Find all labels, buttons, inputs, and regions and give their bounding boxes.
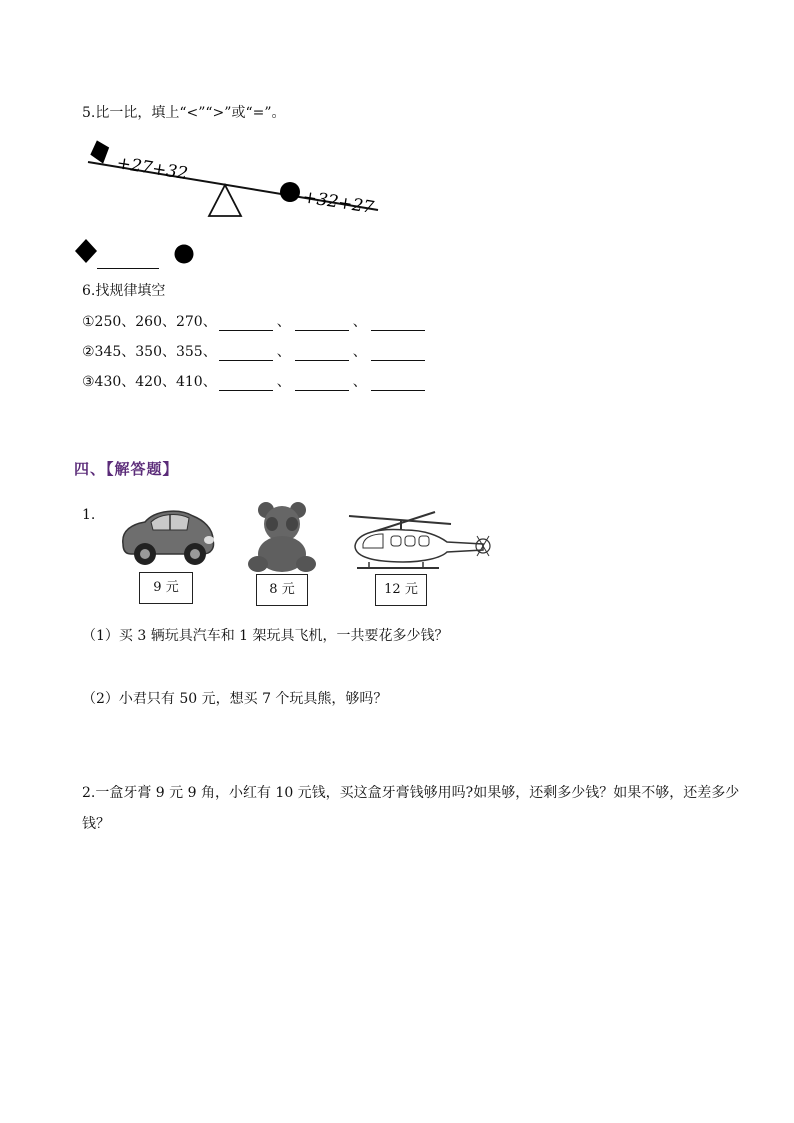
section-heading: 四、【解答题】 (74, 460, 179, 478)
separator: 、 (276, 314, 291, 330)
sequence-blank[interactable] (219, 346, 273, 361)
separator: 、 (352, 374, 367, 390)
price-tag-car (139, 572, 193, 604)
sequence-blank[interactable] (295, 316, 349, 331)
compare-answer-blank[interactable] (97, 268, 159, 269)
price-bear: 8 元 (269, 582, 295, 597)
circle-icon (173, 243, 195, 265)
toy-car-icon (115, 500, 220, 568)
separator: 、 (276, 374, 291, 390)
price-tag-plane (375, 574, 427, 606)
sequence-blank[interactable] (371, 316, 425, 331)
price-car: 9 元 (153, 580, 179, 595)
price-plane: 12 元 (384, 582, 418, 597)
separator: 、 (276, 344, 291, 360)
sequence-blank[interactable] (371, 346, 425, 361)
left-expression: +27+32 (115, 153, 190, 185)
q6-prompt: 6.找规律填空 (82, 283, 166, 299)
problem-2-line-2: 钱？ (82, 816, 110, 832)
sequence-blank[interactable] (219, 376, 273, 391)
sequence-blank[interactable] (295, 346, 349, 361)
sequence-blank[interactable] (219, 316, 273, 331)
triangle-fulcrum-icon (209, 185, 241, 216)
separator: 、 (352, 314, 367, 330)
diamond-icon (74, 238, 98, 264)
problem-1-number: 1. (82, 507, 96, 523)
sequence-blank[interactable] (371, 376, 425, 391)
sequence-row-1 (82, 313, 427, 331)
sequence-blank[interactable] (295, 376, 349, 391)
problem-2-line-1: 2.一盒牙膏 9 元 9 角，小红有 10 元钱，买这盒牙膏钱够用吗?如果够，还剩多少钱？如果不够，还差多少 (82, 785, 740, 801)
balance-scale (80, 136, 390, 226)
helicopter-icon (343, 506, 495, 572)
sequence-label: ①250、260、270、 (82, 314, 217, 330)
price-tag-bear (256, 574, 308, 606)
circle-icon (280, 182, 300, 202)
q5-prompt: 5.比一比，填上“<”“>”或“=”。 (82, 105, 286, 121)
right-expression: +32+27 (301, 187, 376, 219)
teddy-bear-icon (244, 500, 320, 574)
problem-1-sub-1: （1）买 3 辆玩具汽车和 1 架玩具飞机，一共要花多少钱？ (82, 628, 449, 644)
sequence-label: ③430、420、410、 (82, 374, 217, 390)
separator: 、 (352, 344, 367, 360)
sequence-row-2 (82, 343, 427, 361)
sequence-row-3 (82, 373, 427, 391)
problem-1-sub-2: （2）小君只有 50 元，想买 7 个玩具熊，够吗？ (82, 691, 388, 707)
sequence-label: ②345、350、355、 (82, 344, 217, 360)
